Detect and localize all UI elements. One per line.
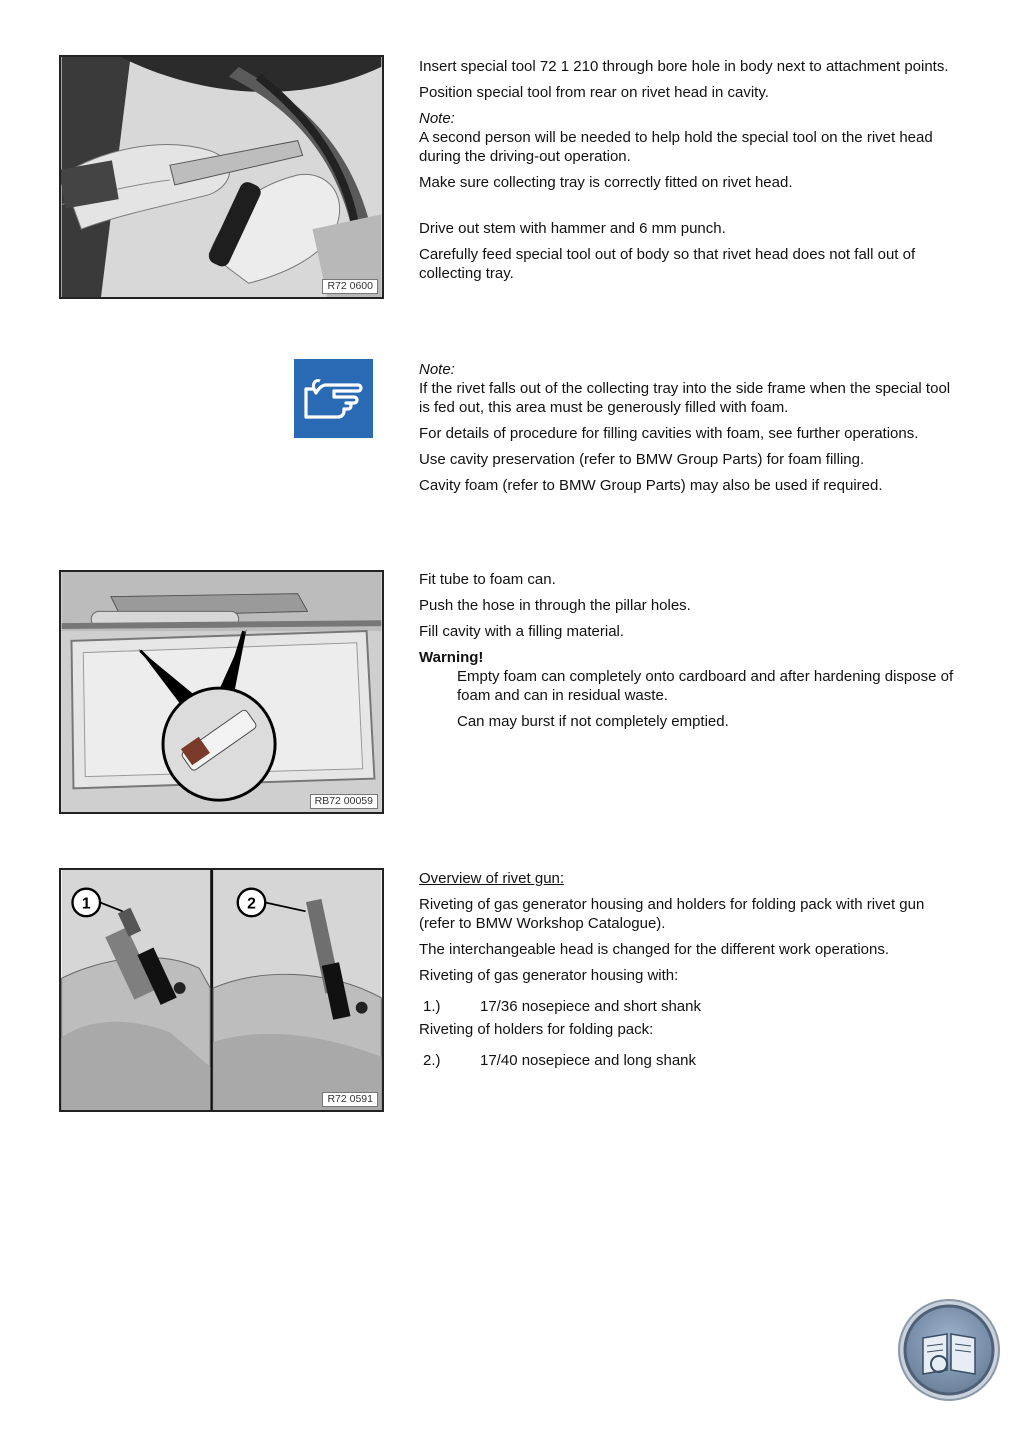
rivet-tool-illustration	[61, 57, 382, 297]
manual-book-badge-icon[interactable]	[897, 1298, 1001, 1402]
step-number: 1.)	[423, 998, 441, 1015]
rivet-gun-illustration	[61, 870, 382, 1110]
step-number: 2.)	[423, 1052, 441, 1069]
step-text: 17/36 nosepiece and short shank	[480, 998, 701, 1015]
instruction-details: For details of procedure for filling cavities with foam, see further operations.	[419, 425, 919, 442]
section3-text	[419, 570, 964, 738]
warning-text-empty: Empty foam can completely onto cardboard and after hardening dispose of foam and can in residual waste.	[457, 668, 954, 704]
figure-rivet-tool-insert	[59, 55, 384, 299]
instruction-cavity-foam: Cavity foam (refer to BMW Group Parts) may also be used if required.	[419, 477, 883, 494]
note-text: A second person will be needed to help hold the special tool on the rivet head during the driving-out operation.	[419, 129, 933, 165]
note-label: Note:	[419, 361, 455, 378]
instruction-position-tool: Position special tool from rear on rivet head in cavity.	[419, 84, 769, 101]
warning-text-burst: Can may burst if not completely emptied.	[457, 713, 729, 730]
instruction-feed-out: Carefully feed special tool out of body so that rivet head does not fall out of collecting tray.	[419, 246, 916, 282]
figure-label: R72 0591	[322, 1092, 378, 1107]
callout-1: 1	[81, 895, 91, 913]
figure-label: RB72 00059	[310, 794, 378, 809]
instruction-interchangeable-head: The interchangeable head is changed for the different work operations.	[419, 941, 890, 958]
step-text: 17/40 nosepiece and long shank	[480, 1052, 697, 1069]
instruction-fill-cavity: Fill cavity with a filling material.	[419, 623, 625, 640]
section4-text	[419, 869, 964, 1074]
instruction-riveting-gas-generator: Riveting of gas generator housing with:	[419, 967, 679, 984]
figure-label: R72 0600	[322, 279, 378, 294]
section-heading: Overview of rivet gun:	[419, 870, 565, 887]
step-1	[419, 997, 964, 1016]
instruction-drive-out: Drive out stem with hammer and 6 mm punch.	[419, 220, 726, 237]
note-text: If the rivet falls out of the collecting tray into the side frame when the special tool is fed out, this area must be generously filled with foam.	[419, 380, 951, 416]
instruction-collecting-tray: Make sure collecting tray is correctly fitted on rivet head.	[419, 174, 793, 191]
foam-can-illustration	[61, 572, 382, 812]
instruction-riveting-holders: Riveting of holders for folding pack:	[419, 1021, 654, 1038]
section2-text	[419, 360, 964, 502]
instruction-riveting-overview: Riveting of gas generator housing and holders for folding pack with rivet gun (refer to BMW Workshop Catalogue).	[419, 896, 925, 932]
callout-2: 2	[247, 895, 256, 913]
warning-label: Warning!	[419, 649, 484, 666]
figure-foam-can	[59, 570, 384, 814]
pointing-hand-icon	[294, 359, 373, 438]
figure-rivet-gun	[59, 868, 384, 1112]
step-2	[419, 1051, 964, 1070]
section1-text	[419, 57, 964, 290]
instruction-cavity-preservation: Use cavity preservation (refer to BMW Group Parts) for foam filling.	[419, 451, 865, 468]
note-label: Note:	[419, 110, 455, 127]
instruction-insert-tool: Insert special tool 72 1 210 through bore hole in body next to attachment points.	[419, 58, 949, 75]
instruction-fit-tube: Fit tube to foam can.	[419, 571, 556, 588]
instruction-push-hose: Push the hose in through the pillar holes.	[419, 597, 691, 614]
